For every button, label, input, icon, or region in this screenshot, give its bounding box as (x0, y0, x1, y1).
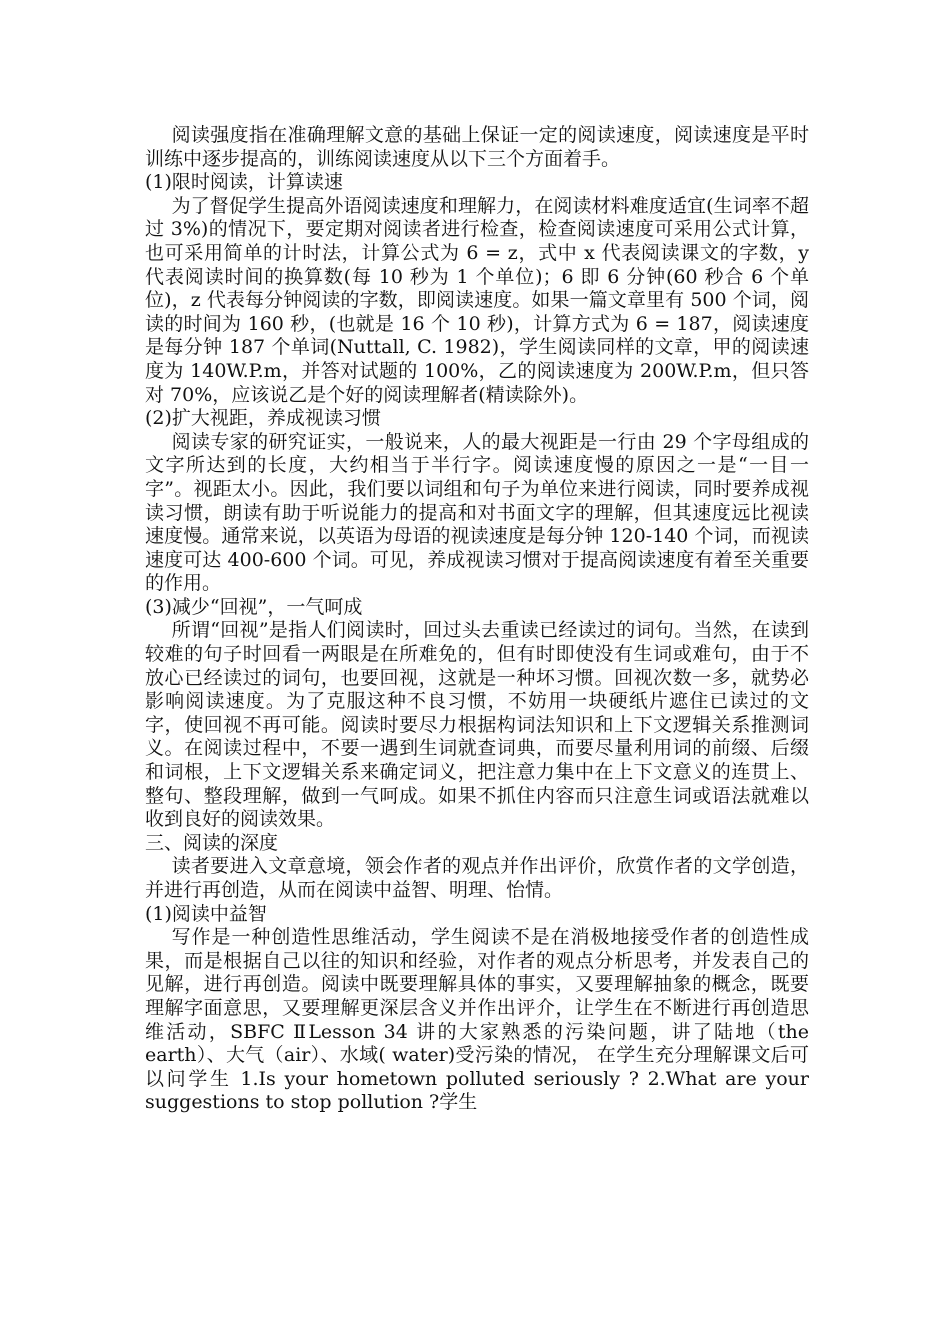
heading-visual-span: (2)扩大视距，养成视读习惯 (145, 407, 381, 430)
paragraph-visual-span: 阅读专家的研究证实，一般说来，人的最大视距是一行由 29 个字母组成的文字所达到的长度，大约相当于半行字。阅读速度慢的原因之一是“一目一字”。视距太小。因此，我们要以词组和句子为单位来进行阅读，同时要养成视读习惯，朗读有助于听说能力的提高和对书面文字的理解，但其速度远比视读速度慢。通常来说，以英语为母语的视读速度是每分钟 120-140 个词，而视读速度可达 400-600 个词。可见，养成视读习惯对于提高阅读速度有着至关重要的作用。 (145, 430, 809, 595)
heading-timed-reading: (1)限时阅读，计算读速 (145, 171, 343, 194)
paragraph-timed-reading: 为了督促学生提高外语阅读速度和理解力，在阅读材料难度适宜(生词率不超过 3%)的情况下，要定期对阅读者进行检查，检查阅读速度可采用公式计算，也可采用简单的计时法，计算公式为 6 = z，式中 x 代表阅读课文的字数，y 代表阅读时间的换算数(每 10 秒为 1 个单位)；6 即 6 分钟(60 秒合 6 个单位)，z 代表每分钟阅读的字数，即阅读速度。如果一篇文章里有 500 个词，阅读的时间为 160 秒，(也就是 16 个 10 秒)，计算方式为 6 = 187，阅读速度是每分钟 187 个单词(Nuttall, C. 1982)，学生阅读同样的文章，甲的阅读速度为 140W.P.m，并答对试题的 100%，乙的阅读速度为 200W.P.m，但只答对 70%，应该说乙是个好的阅读理解者(精读除外)。 (145, 194, 809, 406)
heading-intellect: (1)阅读中益智 (145, 902, 267, 925)
heading-reduce-regression: (3)减少“回视”，一气呵成 (145, 595, 363, 618)
paragraph-intro: 阅读强度指在准确理解文意的基础上保证一定的阅读速度，阅读速度是平时训练中逐步提高的，训练阅读速度从以下三个方面着手。 (145, 124, 809, 170)
heading-reading-depth: 三、阅读的深度 (145, 831, 279, 854)
paragraph-intellect: 写作是一种创造性思维活动，学生阅读不是在消极地接受作者的创造性成果，而是根据自己以往的知识和经验，对作者的观点分析思考，并发表自己的见解，进行再创造。阅读中既要理解具体的事实，又要理解抽象的概念，既要理解字面意思，又要理解更深层含义并作出评介，让学生在不断进行再创造思维活动，SBFC ⅡLesson 34 讲的大家熟悉的污染问题，讲了陆地（the earth）、大气（air）、水域( water)受污染的情况， 在学生充分理解课文后可以问学生 1.Is your hometown polluted seriously ? 2.What are your suggestions to stop pollution ?学生 (145, 926, 809, 1114)
paragraph-reading-depth: 读者要进入文章意境，领会作者的观点并作出评价，欣赏作者的文学创造，并进行再创造，从而在阅读中益智、明理、怡情。 (145, 855, 809, 901)
document-page (145, 124, 809, 1115)
paragraph-reduce-regression: 所谓“回视”是指人们阅读时，回过头去重读已经读过的词句。当然，在读到较难的句子时回看一两眼是在所难免的，但有时即使没有生词或难句，由于不放心已经读过的词句，也要回视，这就是一种坏习惯。回视次数一多，就势必影响阅读速度。为了克服这种不良习惯，不妨用一块硬纸片遮住已读过的文字，使回视不再可能。阅读时要尽力根据构词法知识和上下文逻辑关系推测词义。在阅读过程中，不要一遇到生词就查词典，而要尽量利用词的前缀、后缀和词根，上下文逻辑关系来确定词义，把注意力集中在上下文意义的连贯上、整句、整段理解，做到一气呵成。如果不抓住内容而只注意生词或语法就难以收到良好的阅读效果。 (145, 619, 809, 831)
